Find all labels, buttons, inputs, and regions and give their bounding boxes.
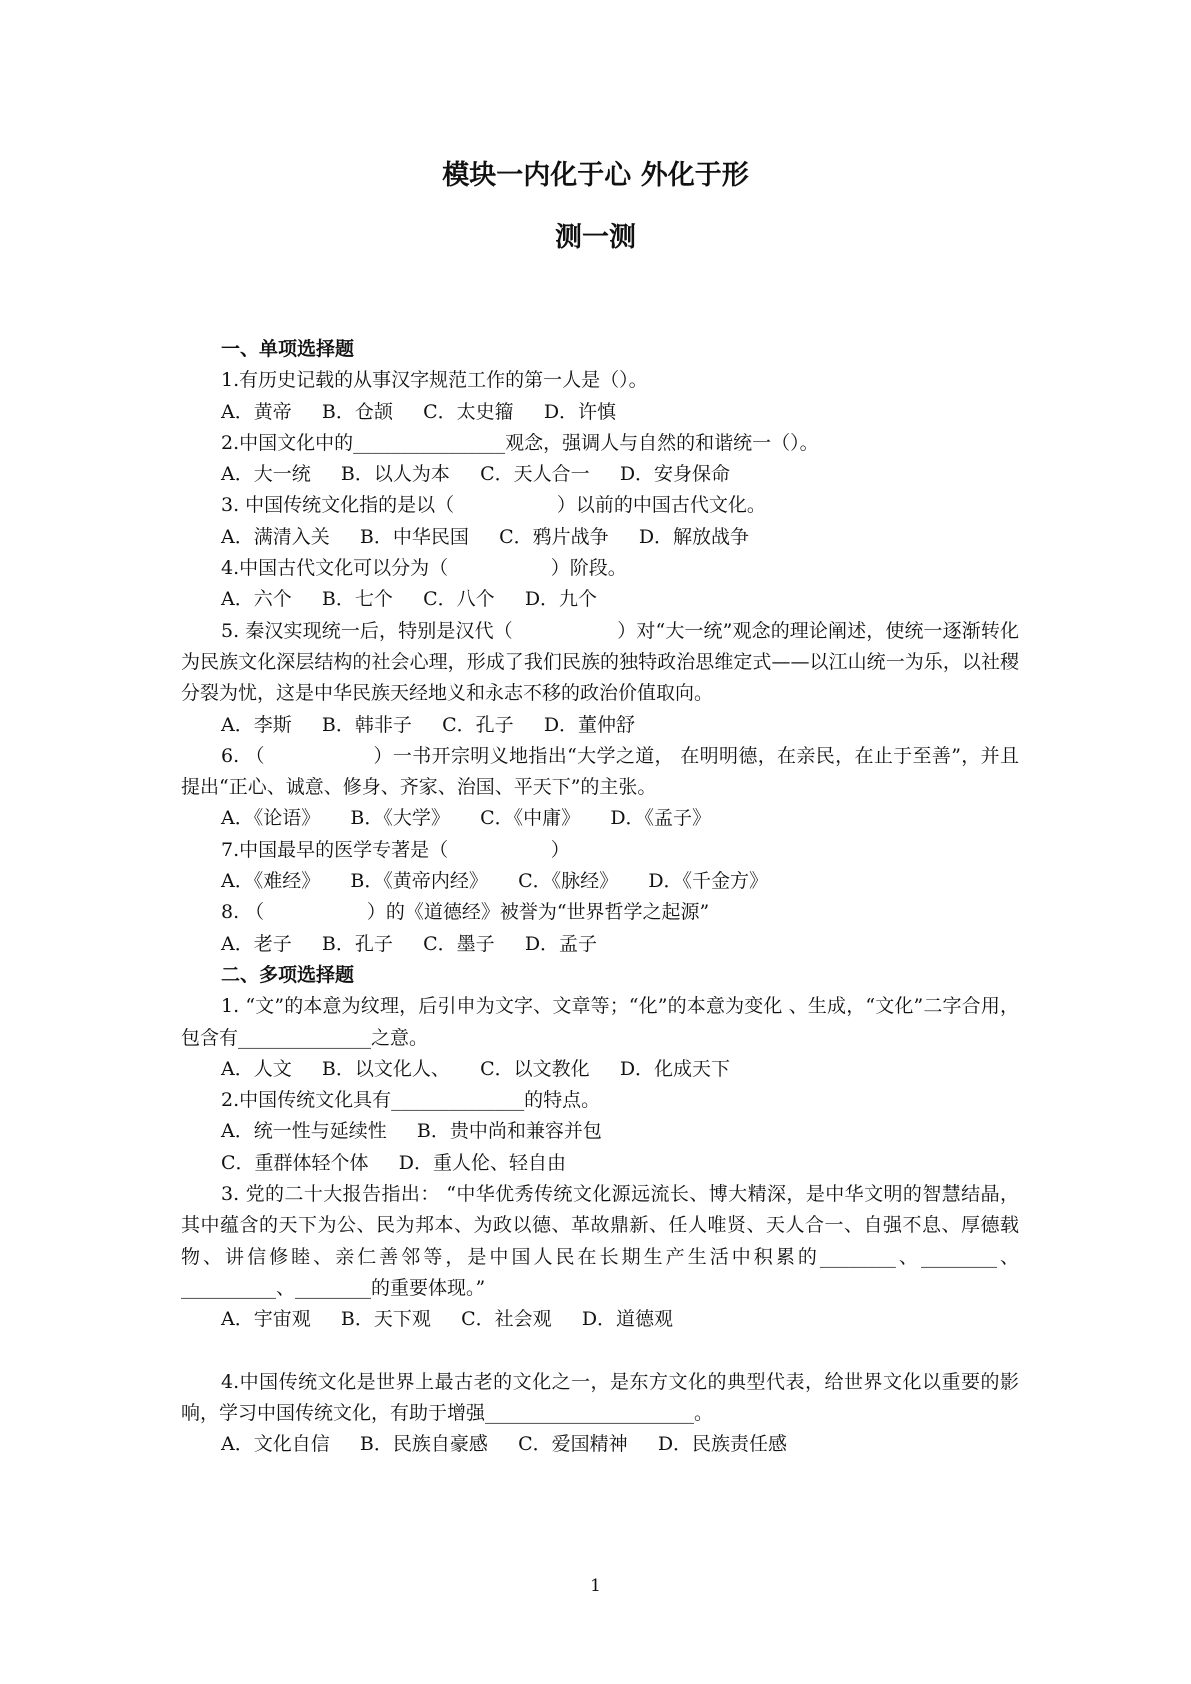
text-line: A．《难经》 B．《黄帝内经》 C．《脉经》 D．《千金方》 — [221, 870, 769, 893]
text-line: 3. 党的二十大报告指出： “中华优秀传统文化源远流长、博大精深，是中华文明的智慧结晶，其中蕴含的天下为公、民为邦本、为政以德、革故鼎新、任人唯贤、天人合一、自强不息、厚德载物、讲信修睦、亲仁善邻等，是中国人民在长期生产生活中积累的________、________、__________、________的重要体现。” — [181, 1183, 1019, 1299]
text-line: 3. 中国传统文化指的是以（ ）以前的中国古代文化。 — [221, 494, 766, 517]
text-line: A．老子 B．孔子 C．墨子 D．孟子 — [221, 932, 598, 955]
text-line: A．人文 B．以文化人、 C．以文教化 D．化成天下 — [221, 1057, 731, 1080]
question-content — [181, 334, 1019, 1460]
text-line: A．《论语》 B．《大学》 C．《中庸》 D．《孟子》 — [221, 807, 712, 830]
blank-line — [181, 1336, 1019, 1367]
text-line: A．满清入关 B．中华民国 C．鸦片战争 D．解放战争 — [221, 525, 750, 548]
page-number: 1 — [590, 1576, 601, 1596]
text-line: 4.中国传统文化是世界上最古老的文化之一，是东方文化的典型代表，给世界文化以重要的影响，学习中国传统文化，有助于增强______________________。 — [181, 1370, 1019, 1424]
text-line: A．黄帝 B．仓颉 C．太史籀 D．许慎 — [221, 400, 617, 423]
text-line: 5. 秦汉实现统一后，特别是汉代（ ）对“大一统”观念的理论阐述，使统一逐渐转化为民族文化深层结构的社会心理，形成了我们民族的独特政治思维定式——以江山统一为乐，以社稷分裂为忧，这是中华民族天经地义和永志不移的政治价值取向。 — [181, 619, 1019, 705]
text-line: 7.中国最早的医学专著是（ ） — [221, 838, 570, 861]
text-line: A．李斯 B．韩非子 C．孔子 D．董仲舒 — [221, 713, 636, 736]
text-line: A．六个 B．七个 C．八个 D．九个 — [221, 588, 598, 611]
text-line: A．宇宙观 B．天下观 C．社会观 D．道德观 — [221, 1308, 674, 1331]
text-line: 1.有历史记载的从事汉字规范工作的第一人是（）。 — [221, 369, 648, 392]
text-line: A．文化自信 B．民族自豪感 C．爱国精神 D．民族责任感 — [221, 1433, 788, 1456]
text-line: A．统一性与延续性 B．贵中尚和兼容并包 — [221, 1120, 602, 1143]
section-heading: 二、多项选择题 — [221, 963, 355, 986]
text-line: 6. （ ）一书开宗明义地指出“大学之道， 在明明德，在亲民，在止于至善”，并且提出“正心、诚意、修身、齐家、治国、平天下”的主张。 — [181, 744, 1019, 799]
text-line: 4.中国古代文化可以分为（ ）阶段。 — [221, 557, 627, 580]
text-line: 1. “文”的本意为纹理，后引申为文字、文章等；“化”的本意为变化 、生成，“文化”二字合用，包含有______________之意。 — [181, 995, 1019, 1049]
text-line: 2.中国传统文化具有______________的特点。 — [221, 1089, 601, 1112]
text-line: 8. （ ）的《道德经》被誉为“世界哲学之起源” — [221, 901, 710, 924]
text-line: C．重群体轻个体 D．重人伦、轻自由 — [221, 1151, 566, 1174]
page-subtitle: 测一测 — [555, 222, 636, 253]
text-line: 2.中国文化中的________________观念，强调人与自然的和谐统一（）。 — [221, 431, 819, 454]
section-heading: 一、单项选择题 — [221, 338, 355, 360]
page-title: 模块一内化于心 外化于形 — [442, 160, 749, 191]
text-line: A．大一统 B．以人为本 C．天人合一 D．安身保命 — [221, 463, 731, 486]
